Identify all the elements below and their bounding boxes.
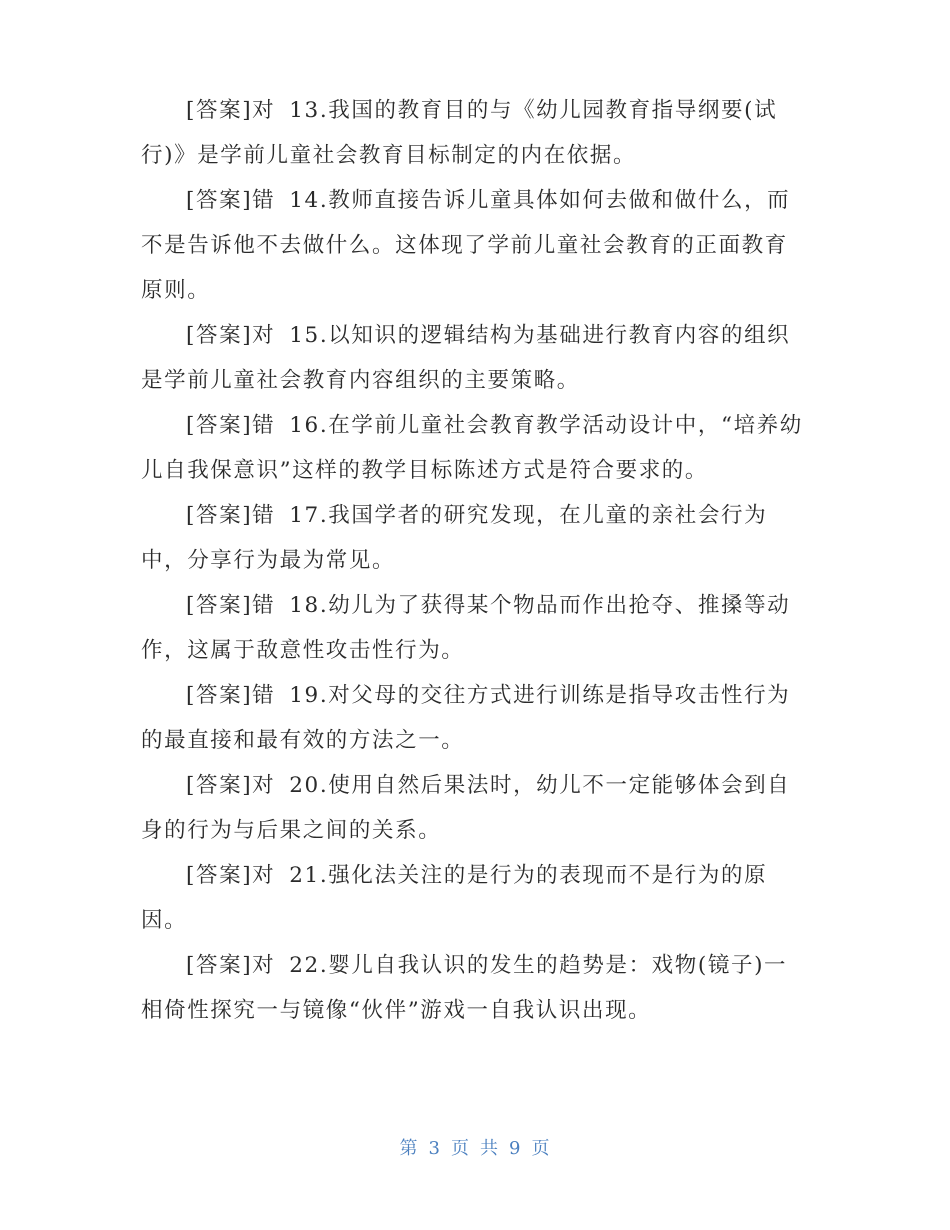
question-text: 22.婴儿自我认识的发生的趋势是：戏物(镜子)一相倚性探究一与镜像“伙伴”游戏一自我认识出现。 bbox=[141, 953, 788, 1023]
answer-label: [答案]错 bbox=[186, 413, 276, 438]
question-text: 21.强化法关注的是行为的表现而不是行为的原因。 bbox=[141, 863, 768, 933]
question-item bbox=[141, 673, 809, 763]
answer-label: [答案]错 bbox=[186, 593, 276, 618]
answer-label: [答案]错 bbox=[186, 503, 276, 528]
question-text: 13.我国的教育目的与《幼儿园教育指导纲要(试行)》是学前儿童社会教育目标制定的内在依据。 bbox=[141, 98, 778, 168]
page-label: 第 bbox=[399, 1138, 419, 1159]
answer-label: [答案]对 bbox=[186, 863, 276, 888]
document-body bbox=[141, 88, 809, 1033]
question-item bbox=[141, 178, 809, 313]
question-item bbox=[141, 763, 809, 853]
page-label: 共 bbox=[480, 1138, 499, 1159]
answer-label: [答案]对 bbox=[186, 98, 276, 123]
answer-label: [答案]错 bbox=[186, 683, 276, 708]
answer-label: [答案]错 bbox=[186, 188, 276, 213]
page-footer bbox=[0, 1134, 950, 1160]
page-label: 页 bbox=[451, 1138, 470, 1159]
answer-label: [答案]对 bbox=[186, 773, 276, 798]
question-text: 16.在学前儿童社会教育教学活动设计中，“培养幼儿自我保意识”这样的教学目标陈述方式是符合要求的。 bbox=[141, 413, 803, 483]
question-item bbox=[141, 853, 809, 943]
answer-label: [答案]对 bbox=[186, 953, 276, 978]
question-text: 14.教师直接告诉儿童具体如何去做和做什么，而不是告诉他不去做什么。这体现了学前儿童社会教育的正面教育原则。 bbox=[141, 188, 791, 303]
question-item bbox=[141, 583, 809, 673]
question-text: 17.我国学者的研究发现，在儿童的亲社会行为中，分享行为最为常见。 bbox=[141, 503, 768, 573]
answer-label: [答案]对 bbox=[186, 323, 276, 348]
page-current: 3 bbox=[428, 1138, 441, 1159]
question-item bbox=[141, 313, 809, 403]
question-text: 15.以知识的逻辑结构为基础进行教育内容的组织是学前儿童社会教育内容组织的主要策略。 bbox=[141, 323, 791, 393]
question-item bbox=[141, 493, 809, 583]
page-label: 页 bbox=[531, 1138, 551, 1159]
question-text: 20.使用自然后果法时，幼儿不一定能够体会到自身的行为与后果之间的关系。 bbox=[141, 773, 791, 843]
question-text: 19.对父母的交往方式进行训练是指导攻击性行为的最直接和最有效的方法之一。 bbox=[141, 683, 791, 753]
page-total: 9 bbox=[509, 1138, 522, 1159]
question-text: 18.幼儿为了获得某个物品而作出抢夺、推搡等动作，这属于敌意性攻击性行为。 bbox=[141, 593, 791, 663]
question-item bbox=[141, 88, 809, 178]
question-item bbox=[141, 403, 809, 493]
question-item bbox=[141, 943, 809, 1033]
